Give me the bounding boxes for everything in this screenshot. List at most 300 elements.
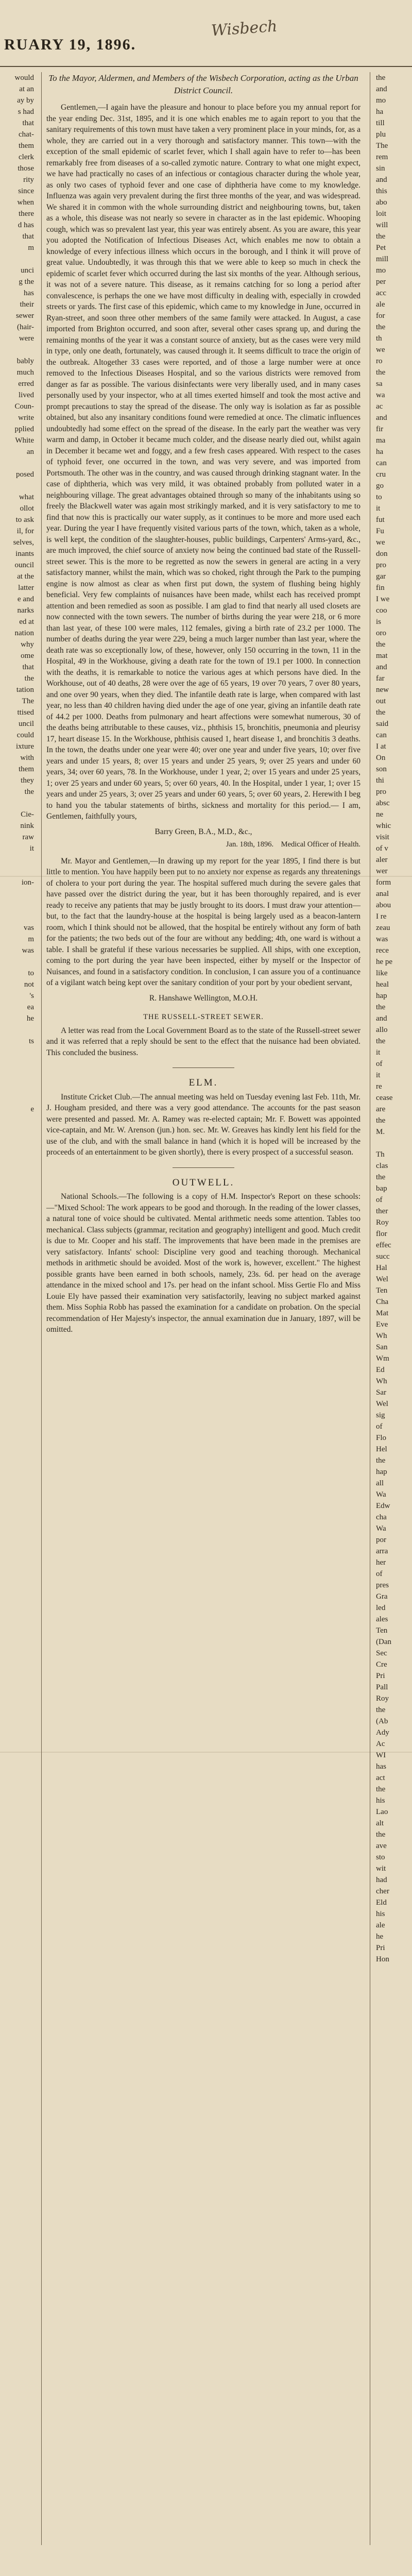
left_fragments-fragment-line: write <box>18 414 34 422</box>
right_fragments-fragment-line: On <box>376 754 386 762</box>
left_fragments-fragment-line <box>0 888 34 900</box>
right_fragments-fragment-line: till <box>376 119 385 127</box>
left_fragments-fragment-line <box>0 1398 34 1410</box>
report-signature-details <box>46 839 360 851</box>
elm-heading: ELM. <box>188 1077 218 1088</box>
right_fragments-fragment-line: has <box>376 1762 386 1771</box>
right_fragments-fragment-line: San <box>376 1343 388 1351</box>
right_fragments-fragment-line: Ten <box>376 1626 388 1635</box>
right_fragments-fragment-line: Roy <box>376 1218 389 1227</box>
right_fragments-fragment-line: visit <box>376 833 389 841</box>
right_fragments-fragment-line: ther <box>376 1207 388 1215</box>
right_fragments-fragment-line: Cha <box>376 1298 389 1306</box>
right_fragments-fragment-line: thi <box>376 776 384 785</box>
left_fragments-fragment-line <box>0 1126 34 1138</box>
left_fragments-fragment-line <box>0 1138 34 1149</box>
right_fragments-fragment-line: ave <box>376 1842 387 1850</box>
right_fragments-fragment-line: of <box>376 1196 383 1204</box>
left_fragments-fragment-line: Coun- <box>14 402 34 411</box>
right_fragments-fragment-line: the <box>376 1706 386 1714</box>
right_fragments-fragment-line: I re <box>376 912 387 921</box>
paper-fold <box>0 876 412 877</box>
left_fragments-fragment-line <box>0 1353 34 1364</box>
right_fragments-fragment-line: plu <box>376 130 386 139</box>
sewer-heading: THE RUSSELL-STREET SEWER. <box>143 1013 264 1021</box>
right_fragments-fragment-line: pro <box>376 561 386 569</box>
right_fragments-fragment-line: can <box>376 459 387 467</box>
left_fragments-fragment-line <box>0 480 34 492</box>
left_fragments-fragment-line: ollot <box>20 504 34 513</box>
left_fragments-fragment-line <box>0 1421 34 1432</box>
left_fragments-fragment-line: chat- <box>19 130 34 139</box>
right_fragments-fragment-line: gar <box>376 572 386 581</box>
right_fragments-fragment-line: Flo <box>376 1434 387 1442</box>
right_fragments-fragment-line: alt <box>376 1819 384 1827</box>
left_fragments-fragment-line <box>0 253 34 265</box>
right_fragments-fragment-line: zeau <box>376 924 390 932</box>
right_fragments-fragment-line: the <box>376 1831 386 1839</box>
right_fragments-fragment-line: ale <box>376 1921 385 1929</box>
left_fragments-fragment-line: clerk <box>19 153 34 161</box>
right_fragments-fragment-line: Ady <box>376 1728 389 1737</box>
right_fragments-fragment-line: Pri <box>376 1672 385 1680</box>
right_fragments-fragment-line: re <box>376 1082 382 1091</box>
right_fragments-fragment-line: and <box>376 176 387 184</box>
left_fragments-fragment-line: there <box>19 210 34 218</box>
right_fragments-fragment-line: the <box>376 1456 386 1465</box>
left_fragments-fragment-line: what <box>19 493 34 501</box>
left_fragments-fragment-line: uncil <box>19 720 34 728</box>
right_fragments-fragment-line: out <box>376 697 386 705</box>
left_fragments-fragment-line <box>0 457 34 469</box>
left_fragments-fragment-line <box>0 1364 34 1376</box>
right_fragments-fragment-line: ha <box>376 448 384 456</box>
right_fragments-fragment-line: Roy <box>376 1694 389 1703</box>
left_fragments-fragment-line: nation <box>14 629 34 637</box>
right_fragments-fragment-line: can <box>376 731 387 739</box>
left_fragments-fragment-line: why <box>21 640 34 649</box>
left_fragments-fragment-line: at the <box>17 572 34 581</box>
right_fragments-fragment-line: ac <box>376 402 383 411</box>
left_fragments-fragment-line: an <box>26 448 34 456</box>
report-address: To the Mayor, Aldermen, and Members of the Wisbech Corporation, acting as the Urban District Council. <box>48 73 358 95</box>
left_fragments-fragment-line: selves, <box>13 538 34 547</box>
right_fragments-fragment-line: Pall <box>376 1683 388 1691</box>
right_fragments-fragment-line: I we <box>376 595 390 603</box>
left_fragments-fragment-line: he <box>26 1014 34 1023</box>
right_fragments-fragment-line: Wm <box>376 1354 389 1363</box>
left_fragments-fragment-line <box>0 1376 34 1387</box>
left_fragments-fragment-line: ion- <box>21 878 34 887</box>
right_fragments-fragment-line: pro <box>376 788 386 796</box>
outwell-heading: OUTWELL. <box>172 1177 235 1188</box>
left_fragments-fragment-line: pplied <box>14 425 34 433</box>
right_fragments-fragment-line: Ed <box>376 1366 385 1374</box>
elm-text: Institute Cricket Club.—The annual meeting was held on Tuesday evening last Feb. 11th, Mr. J. Hougham presided, and there was a very good attendance. The accounts for the past season were presented and passed. Mr. A. Ramey was re-elected captain; Mr. F. Bowett was appointed vice-captain, and Mr. W. Arenson (jun.) hon. sec. Mr. W. Greaves has kindly lent his field for the use of the club, and with the small balance in hand (which it is hoped will be increased by the proceeds of an entertainment to be given shortly), there is every prospect of a successful season. <box>46 1092 360 1157</box>
left_fragments-fragment-line: e <box>30 1105 34 1113</box>
right_fragments-fragment-line: mo <box>376 266 386 275</box>
left_fragments-fragment-line <box>0 1194 34 1206</box>
right_fragments-fragment-line: fin <box>376 584 385 592</box>
right_fragments-fragment-line: abou <box>376 901 391 909</box>
left_fragments-fragment-line: could <box>16 731 34 739</box>
left_fragments-fragment-line: them <box>19 765 34 773</box>
left_fragments-fragment-line <box>0 1172 34 1183</box>
paper-fold <box>0 1752 412 1753</box>
left_fragments-fragment-line <box>0 1092 34 1104</box>
left_fragments-fragment-line: ay by <box>17 96 34 105</box>
masthead-rule <box>0 66 412 67</box>
right_fragments-fragment-line: led <box>376 1604 386 1612</box>
right_fragments-fragment-line: bap <box>376 1184 387 1193</box>
left_fragments-fragment-line: much <box>16 368 34 377</box>
left_fragments-fragment-line: White <box>15 436 34 445</box>
left_fragments-fragment-line: raw <box>22 833 34 841</box>
left_fragments-fragment-line: at an <box>19 85 34 93</box>
right_fragments-fragment-line: ne <box>376 810 384 819</box>
left_fragments-fragment-line: lived <box>19 391 34 399</box>
right_fragments-fragment-line: The <box>376 142 388 150</box>
left_fragments-fragment-line: with <box>20 754 34 762</box>
sewer-text: A letter was read from the Local Government Board as to the state of the Russell-street sewer and it was referred that a reply should be sent to the effect that the nuisance had been obviated. This concluded the business. <box>46 1026 360 1057</box>
right_fragments-fragment-line: Ac <box>376 1740 385 1748</box>
right_fragments-fragment-line: new <box>376 686 389 694</box>
right_fragments-fragment-line: anal <box>376 890 389 898</box>
left_fragments-fragment-line <box>0 1183 34 1194</box>
left_fragments-fragment-line: not <box>24 980 34 989</box>
left_fragments-fragment-line: d has <box>18 221 34 229</box>
left_fragments-fragment-line: nink <box>20 822 34 830</box>
left_fragments-fragment-line: ome <box>21 652 34 660</box>
right_fragments-fragment-line: por <box>376 1536 386 1544</box>
right_fragments-fragment-line: flor <box>376 1230 387 1238</box>
right_fragments-fragment-line: the <box>376 1116 386 1125</box>
right_fragments-fragment-line: Eld <box>376 1899 387 1907</box>
right_fragments-fragment-line: wa <box>376 391 385 399</box>
right_fragments-fragment-line: the <box>376 232 386 241</box>
left_fragments-fragment-line <box>0 854 34 866</box>
left_fragments-fragment-line: was <box>22 946 34 955</box>
left_fragments-fragment-line: would <box>14 74 34 82</box>
left_fragments-fragment-line <box>0 1410 34 1421</box>
left_fragments-fragment-line: s had <box>18 108 34 116</box>
right_fragments-fragment-line: absc <box>376 799 390 807</box>
right_fragments-fragment-line: WI <box>376 1751 386 1759</box>
right_fragments-fragment-line: Hel <box>376 1445 387 1453</box>
right_fragments-fragment-line: allo <box>376 1026 388 1034</box>
left_fragments-fragment-line <box>0 900 34 911</box>
right_fragments-fragment-line: arra <box>376 1547 388 1555</box>
right_fragments-fragment-line: Wel <box>376 1275 388 1283</box>
left_fragments-fragment-line: the <box>24 674 34 683</box>
right_fragments-fragment-line: this <box>376 187 387 195</box>
right_fragments-fragment-line <box>376 1138 412 1149</box>
left_fragments-fragment-line <box>0 1262 34 1274</box>
left_fragments-fragment-line <box>0 1251 34 1262</box>
left_fragments-fragment-line: it <box>29 844 34 853</box>
right_fragments-fragment-line: was <box>376 935 388 943</box>
right_fragments-fragment-line: fir <box>376 425 384 433</box>
right_fragments-fragment-line: rece <box>376 946 389 955</box>
right_fragments-fragment-line: (Ab <box>376 1717 388 1725</box>
right_fragments-fragment-line: don <box>376 550 388 558</box>
right_fragments-fragment-line: and <box>376 1014 387 1023</box>
medical-report-text: Gentlemen,—I again have the pleasure and honour to place before you my annual report for the year ending Dec. 31st, 1895, and it is one which enables me to again report to you that the sanitary requirements of this town must have taken a very prominent place in your minds, for, as a whole, they are carried out in a very thorough and satisfactory manner. This town—with the exception of the small epidemic of scarlet fever, which I shall again have to refer to—has been remarkably free from diseases of a so-called zymotic nature. Contrary to what one might expect, we have had practically no cases of an infectious or contagious character during the whole year, as only two cases of typhoid fever and one case of diphtheria have come to my knowledge. Influenza was again very prevalent during the first three months of the year, and was widespread. We shared it in common with the whole surrounding district and neighbouring towns, but, taken as a whole, this disease was not nearly so severe in character as in the last epidemic. Whooping cough, which was so prevalent last year, this year was entirely absent. As you are aware, this year you adopted the Notification of Infectious Diseases Act, which enables me now to obtain a knowledge of every infectious illness which occurs in the borough, and I think it will prove of great value. Undoubtedly, it was through this that we were able to keep so much in check the epidemic of scarlet fever which occurred during the last six months of the year. Although serious, it was not of a severe nature. This disease, as it remains catching for so long a period after convalescence, is perhaps the one we have most difficulty in dealing with, especially in crowded streets or yards. The first case of this epidemic, which came to my knowledge in June, occurred in Ryan-street, and soon three other members of the same family were attacked. In August, a case imported from Brighton occurred, and soon after, several other cases sprang up, and during the remaining months of the year it was a constant source of anxiety, but as the cases were very mild in type, only one death, fortunately, was caused through it. It seems difficult to trace the origin of the outbreak. Altogether 33 cases were reported, and of those a large number were at once removed to the Infectious Diseases Hospital, and so the various districts were removed from danger as far as possible. The various disinfectants were very liberally used, and in many cases personally used by your inspector, who at all times exerted himself and took the most active and prompt precautions to stay the spread of the disease. The only way is isolation as far as possible obtained, but also any insanitary conditions found were remedied at once. The climatic influences undoubtedly had some effect on the spread of the disease. In the early part the weather was very warm and damp, in October it became much colder, and the disease nearly died out, whilst again in December it became wet and foggy, and a few fresh cases appeared. With respect to the cases of typhoid fever, one occurred in the town, and was very severe, and was imported from Portsmouth. The other was in the country, and was caused through drinking stagnant water. In the case of diphtheria, which was very mild, it was obtained probably from polluted water in a neighbouring village. The great advantages obtained through so many of the inhabitants using so freely the Blackwell water was again most strikingly marked, and it is very satisfactory to me to find that now this is practically our water supply, as it continues to be more and more used each year. During the year I have frequently visited various parts of the town, which, taken as a whole, is well kept, the condition of the slaughter-houses, public buildings, Carpenters' Arms-yard, &c., are much improved, the chief source of anxiety now being the continued bad state of the Russell-street sewer. This is the more to be regretted as now the sewers in general are acting in a very satisfactory manner, whilst the main, which was so choked, right through the Park to the pumping engine is now almost as clear as when first put down, the system of flushing being highly beneficial. Very few complaints of nuisances have been made, whilst each has received prompt attention and been remedied as soon as possible. I am glad to find that nearly all used closets are now connected with the town sewers. The number of births during the year were 218, or 6 more than last year, of these 100 were males, 112 females, giving a birth rate of 23.2 per 1000. The number of deaths during the year were 229, being a much larger number than last year, where the death rate was so exceptionally low, of these, however, only 150 occurring in the town, 11 in the Hospital, 49 in the Workhouse, giving a death rate for the town of 19.1 per 1000. In connection with the deaths, it is remarkable to notice the various ages at which persons have died. In the Workhouse, out of 40 deaths, 28 were over the age of 65 years, 19 over 70 years, 7 over 80 years, and one over 90 years, when they died. The infantile death rate is large, when compared with last year, no less than 40 children having died under the age of one year, giving an infantile death rate of 44.2 per 1000. Deaths from pulmonary and heart affections were somewhat numerous, 30 of the deaths being attributable to these causes, viz., phthisis 15, bronchitis, pneumonia and pleurisy 17, heart disease 15. In the Workhouse, phthisis caused 1, heart disease 1, and bronchitis 3 deaths. In the town, the deaths under one year were 40; over one year and under five years, 10; over five years and under 15 years, 8; over 15 years and under 25 years, 9; over 25 years and under 60 years, 34; over 60 years, 78. In the Workhouse, under 1 year, 2; over 15 years and under 25 years, 1; over 25 years and under 60 years, 5; over 60 years, 40. In the Hospital, under 1 year, 1; over 15 years and under 25 years, 3; over 25 years and under 60 years, 5; over 60 years, 2. Herewith I beg to hand you the tabular statements of births, sickness and mortality for this period.— I am, Gentlemen, faithfully yours, <box>46 103 360 821</box>
left_fragments-fragment-line: posed <box>16 470 34 479</box>
handwritten-signature: Wisbech <box>210 17 278 40</box>
right_fragments-fragment-line: his <box>376 1910 385 1918</box>
right_fragments-fragment-line: Mat <box>376 1309 389 1317</box>
right_fragments-fragment-line: ha <box>376 108 384 116</box>
right_fragments-fragment-line: the <box>376 640 386 649</box>
left_fragments-fragment-line: ttised <box>17 708 34 717</box>
left_fragments-fragment-line <box>0 1070 34 1081</box>
right_fragments-fragment-line: act <box>376 1774 385 1782</box>
left_fragments-fragment-line: has <box>24 289 34 297</box>
left_fragments-fragment-line <box>0 1342 34 1353</box>
left_fragments-fragment-line <box>0 1330 34 1342</box>
right_fragments-fragment-line: Fu <box>376 527 384 535</box>
right_fragments-fragment-line: the <box>376 1173 386 1181</box>
right_fragments-fragment-line: Eve <box>376 1320 388 1329</box>
right_fragments-fragment-line: we <box>376 346 385 354</box>
right_fragments-fragment-line: mo <box>376 96 386 105</box>
left_fragments-fragment-line <box>0 1024 34 1036</box>
right_fragments-fragment-line: per <box>376 278 386 286</box>
right_fragments-fragment-line: cease <box>376 1094 393 1102</box>
right_fragments-fragment-line: pres <box>376 1581 389 1589</box>
right_fragments-fragment-line: mat <box>376 652 388 660</box>
right_fragments-fragment-line: it <box>376 1071 381 1079</box>
right_fragments-fragment-line: like <box>376 969 388 977</box>
left_fragments-fragment-line <box>0 1240 34 1251</box>
left_fragments-fragment-line: tation <box>16 686 34 694</box>
right_fragments-fragment-line: for <box>376 312 385 320</box>
left_fragments-fragment-line <box>0 1285 34 1296</box>
left_fragments-fragment-line: ouncil <box>14 561 34 569</box>
report-signature-date: Jan. 18th, 1896. <box>226 840 274 849</box>
right_fragments-fragment-line: his <box>376 1797 385 1805</box>
left_fragments-fragment-line <box>0 1081 34 1092</box>
right_fragments-fragment-line: whic <box>376 822 391 830</box>
right_fragments-fragment-line: heal <box>376 980 389 989</box>
right_fragments-fragment-line: clas <box>376 1162 388 1170</box>
right_fragments-fragment-line: hap <box>376 992 387 1000</box>
right_fragments-fragment-line: succ <box>376 1252 390 1261</box>
right_fragments-fragment-line: and <box>376 663 387 671</box>
left_fragments-fragment-line <box>0 1149 34 1160</box>
left_fragments-fragment-line: since <box>18 187 34 195</box>
right_fragments-fragment-line: far <box>376 674 385 683</box>
right_fragments-fragment-line: the <box>376 323 386 331</box>
right_fragments-fragment-line: sa <box>376 380 383 388</box>
left-column-fragment <box>0 72 37 1484</box>
section-separator <box>173 1067 234 1068</box>
left_fragments-fragment-line: them <box>19 142 34 150</box>
right_fragments-fragment-line: it <box>376 1048 381 1057</box>
right_fragments-fragment-line: the <box>376 1785 386 1793</box>
left_fragments-fragment-line: that <box>22 232 34 241</box>
report-signature-title: Medical Officer of Health. <box>281 840 360 849</box>
right_fragments-fragment-line: loit <box>376 210 387 218</box>
right_fragments-fragment-line: ma <box>376 436 386 445</box>
left_fragments-fragment-line: erred <box>18 380 34 388</box>
left_fragments-fragment-line: that <box>22 119 34 127</box>
section-separator <box>173 1167 234 1168</box>
left_fragments-fragment-line <box>0 1206 34 1217</box>
right_fragments-fragment-line: th <box>376 334 382 343</box>
left_fragments-fragment-line: e and <box>17 595 34 603</box>
left_fragments-fragment-line <box>0 1160 34 1172</box>
right_fragments-fragment-line: Lao <box>376 1808 388 1816</box>
right_fragments-fragment-line: Sar <box>376 1388 386 1397</box>
right_fragments-fragment-line: had <box>376 1876 387 1884</box>
left_fragments-fragment-line: m <box>28 935 34 943</box>
right_fragments-fragment-line: hap <box>376 1468 387 1476</box>
right_fragments-fragment-line: of v <box>376 844 388 853</box>
right_fragments-fragment-line: Th <box>376 1150 385 1159</box>
left_fragments-fragment-line: bably <box>16 357 34 365</box>
right_fragments-fragment-line: go <box>376 482 384 490</box>
right_fragments-fragment-line: mill <box>376 255 389 263</box>
right_fragments-fragment-line: of <box>376 1570 383 1578</box>
right_fragments-fragment-line: will <box>376 221 388 229</box>
right_fragments-fragment-line: Sec <box>376 1649 387 1657</box>
right_fragments-fragment-line: Edw <box>376 1502 390 1510</box>
column-rule-left <box>41 72 42 2545</box>
left_fragments-fragment-line: latter <box>18 584 34 592</box>
right_fragments-fragment-line: fut <box>376 516 385 524</box>
left_fragments-fragment-line <box>0 1217 34 1228</box>
left_fragments-fragment-line <box>0 1274 34 1285</box>
left_fragments-fragment-line <box>0 866 34 877</box>
right_fragments-fragment-line: the <box>376 368 386 377</box>
right_fragments-fragment-line: of <box>376 1422 383 1431</box>
right_fragments-fragment-line: and <box>376 85 387 93</box>
right_fragments-fragment-line: said <box>376 720 389 728</box>
right_fragments-fragment-line: oro <box>376 629 386 637</box>
left_fragments-fragment-line: 's <box>29 992 34 1000</box>
right_fragments-fragment-line: all <box>376 1479 384 1487</box>
right_fragments-fragment-line: wit <box>376 1865 386 1873</box>
left_fragments-fragment-line <box>0 1058 34 1070</box>
left_fragments-fragment-line: vas <box>24 924 34 932</box>
left_fragments-fragment-line <box>0 344 34 355</box>
right_fragments-fragment-line: I at <box>376 742 386 751</box>
right_fragments-fragment-line: ales <box>376 1615 388 1623</box>
left_fragments-fragment-line: rity <box>23 176 34 184</box>
issue-date: RUARY 19, 1896. <box>4 36 136 53</box>
left_fragments-fragment-line: unci <box>21 266 34 275</box>
left_fragments-fragment-line: they <box>21 776 34 785</box>
right_fragments-fragment-line: cha <box>376 1513 387 1521</box>
right_fragments-fragment-line: effec <box>376 1241 391 1249</box>
right_fragments-fragment-line: Wa <box>376 1490 386 1499</box>
left_fragments-fragment-line: those <box>18 164 34 173</box>
right_fragments-fragment-line: the <box>376 708 386 717</box>
right_fragments-fragment-line: it <box>376 504 381 513</box>
right_fragments-fragment-line: Hon <box>376 1955 389 1963</box>
left_fragments-fragment-line: ts <box>28 1037 34 1045</box>
left_fragments-fragment-line <box>0 956 34 968</box>
right_fragments-fragment-line: the <box>376 1037 386 1045</box>
left_fragments-fragment-line: (hair- <box>16 323 34 331</box>
right_fragments-fragment-line: Cre <box>376 1660 387 1669</box>
right_fragments-fragment-line: cher <box>376 1887 389 1895</box>
right_fragments-fragment-line: Wel <box>376 1400 388 1408</box>
left_fragments-fragment-line <box>0 1296 34 1308</box>
left_fragments-fragment-line: sewer <box>16 312 34 320</box>
right_fragments-fragment-line: Wh <box>376 1377 387 1385</box>
left_fragments-fragment-line: inants <box>15 550 34 558</box>
left_fragments-fragment-line: il, for <box>16 527 34 535</box>
right_fragments-fragment-line: (Dan <box>376 1638 391 1646</box>
right_fragments-fragment-line: Wh <box>376 1332 387 1340</box>
right_fragments-fragment-line: and <box>376 414 387 422</box>
right_fragments-fragment-line: cru <box>376 470 386 479</box>
left_fragments-fragment-line: when <box>17 198 34 207</box>
left_fragments-fragment-line: ed at <box>19 618 34 626</box>
left_fragments-fragment-line: The <box>22 697 34 705</box>
left_fragments-fragment-line: g the <box>19 278 34 286</box>
left_fragments-fragment-line <box>0 798 34 809</box>
right_fragments-fragment-line: M. <box>376 1128 385 1136</box>
right_fragments-fragment-line: sig <box>376 1411 385 1419</box>
left_fragments-fragment-line: ea <box>27 1003 34 1011</box>
report-signature-name: Barry Green, B.A., M.D., &c., <box>154 827 252 836</box>
right_fragments-fragment-line: sin <box>376 164 385 173</box>
right_fragments-fragment-line: acc <box>376 289 386 297</box>
main-column <box>46 72 360 1340</box>
right_fragments-fragment-line: form <box>376 878 391 887</box>
right_fragments-fragment-line: the <box>376 1003 386 1011</box>
right_fragments-fragment-line: Hal <box>376 1264 387 1272</box>
right_fragments-fragment-line: Pet <box>376 244 386 252</box>
right_fragments-fragment-line: the <box>376 74 386 82</box>
port-report-signature: R. Hanshawe Wellington, M.O.H. <box>149 993 258 1003</box>
right_fragments-fragment-line: of <box>376 1060 383 1068</box>
left_fragments-fragment-line <box>0 1115 34 1126</box>
left_fragments-fragment-line: to <box>28 969 34 977</box>
right_fragments-fragment-line: Ten <box>376 1286 388 1295</box>
left_fragments-fragment-line: ixture <box>16 742 34 751</box>
right_fragments-fragment-line: wer <box>376 867 388 875</box>
right_fragments-fragment-line: abo <box>376 198 387 207</box>
outwell-text: National Schools.—The following is a copy of H.M. Inspector's Report on these schools:—"Mixed School: The work appears to be good and thorough. In the reading of the lower classes, a natural tone of voice should be cultivated. Mental arithmetic needs some attention. Tables too mechanical. Class subjects (grammar, recitation and geography) intelligent and good. Much credit is due to Mr. Cooper and his staff. The improvements that have been made in the premises are very satisfactory. Infants' school: Discipline very good and teaching thorough. Mechanical methods in arithmetic should be avoided. Most of the work is, however, excellent." The highest possible grants have been earned in both schools, namely, 23s. 6d. per head on the average attendance in the mixed school and 17s. per head on the infant school. Miss Gertie Flo and Miss Louie Ely have passed their examination very satisfactorily, leaving no subject marked against them. Miss Sophia Robb has passed the examination for a candidate on probation. On the special recommendation of Her Majesty's inspector, the annual examination due in January, 1897, will be omitted. <box>46 1192 360 1334</box>
left_fragments-fragment-line: that <box>22 663 34 671</box>
right_fragments-fragment-line: is <box>376 618 382 626</box>
right_fragments-fragment-line: her <box>376 1558 386 1567</box>
right_fragments-fragment-line: he pe <box>376 958 393 966</box>
right_fragments-fragment-line: ale <box>376 300 385 309</box>
left_fragments-fragment-line: m <box>28 244 34 252</box>
right_fragments-fragment-line: coo <box>376 606 387 615</box>
left_fragments-fragment-line <box>0 1308 34 1319</box>
right_fragments-fragment-line: Wa <box>376 1524 386 1533</box>
left_fragments-fragment-line: Cie- <box>21 810 34 819</box>
right-column-fragment <box>376 72 412 2545</box>
left_fragments-fragment-line <box>0 1047 34 1058</box>
left_fragments-fragment-line <box>0 1319 34 1330</box>
right_fragments-fragment-line: are <box>376 1105 386 1113</box>
left_fragments-fragment-line <box>0 1387 34 1398</box>
right_fragments-fragment-line: Gra <box>376 1592 388 1601</box>
right_fragments-fragment-line: aler <box>376 856 388 864</box>
right_fragments-fragment-line: son <box>376 765 387 773</box>
left_fragments-fragment-line: to ask <box>15 516 34 524</box>
left_fragments-fragment-line <box>0 1228 34 1240</box>
right_fragments-fragment-line: to <box>376 493 382 501</box>
